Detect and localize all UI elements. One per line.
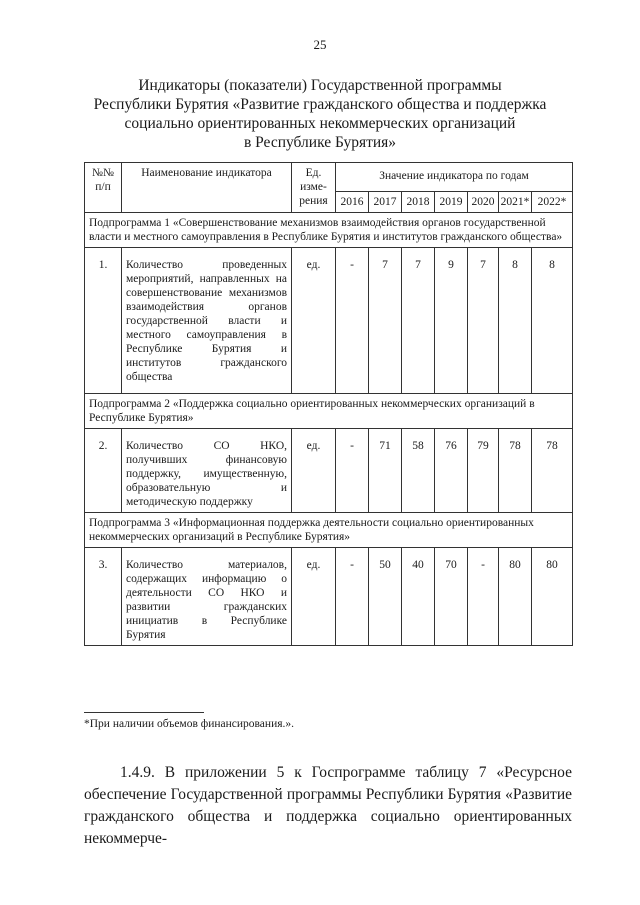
row-num: 1. bbox=[85, 248, 122, 394]
footnote: *При наличии объемов финансирования.». bbox=[84, 718, 295, 730]
row-value: 50 bbox=[369, 548, 402, 646]
row-value: - bbox=[468, 548, 499, 646]
title-line: Республики Бурятия «Развитие гражданского общества и поддержка bbox=[93, 96, 547, 113]
header-name: Наименование индикатора bbox=[122, 163, 292, 213]
subprogram-title: Подпрограмма 2 «Поддержка социально ориентированных некоммерческих организаций в Республике Бурятия» bbox=[85, 394, 573, 429]
row-value: 9 bbox=[435, 248, 468, 394]
row-value: 79 bbox=[468, 429, 499, 513]
header-unit: Ед. изме-рения bbox=[292, 163, 336, 213]
row-value: 71 bbox=[369, 429, 402, 513]
row-unit: ед. bbox=[292, 548, 336, 646]
indicators-table bbox=[84, 162, 573, 646]
subprogram-row bbox=[85, 213, 573, 248]
row-name: Количество материалов, содержащих информацию о деятельности СО НКО и развитии гражданских инициатив в Республике Бурятия bbox=[122, 548, 292, 646]
row-name: Количество СО НКО, получивших финансовую поддержку, имущественную, образовательную и методическую поддержку bbox=[122, 429, 292, 513]
row-value: 8 bbox=[499, 248, 532, 394]
year-header: 2022* bbox=[532, 192, 573, 213]
row-value: 78 bbox=[499, 429, 532, 513]
row-value: 40 bbox=[402, 548, 435, 646]
row-value: - bbox=[336, 429, 369, 513]
subprogram-title: Подпрограмма 3 «Информационная поддержка деятельности социально ориентированных некоммерческих организаций в Республике Бурятия» bbox=[85, 513, 573, 548]
row-value: 76 bbox=[435, 429, 468, 513]
table-row bbox=[85, 248, 573, 394]
subprogram-title: Подпрограмма 1 «Совершенствование механизмов взаимодействия органов государственной власти и местного самоуправления в Республике Бурятия и институтов гражданского общества» bbox=[85, 213, 573, 248]
header-values: Значение индикатора по годам bbox=[336, 163, 573, 192]
year-header: 2017 bbox=[369, 192, 402, 213]
row-value: 80 bbox=[499, 548, 532, 646]
subprogram-row bbox=[85, 513, 573, 548]
row-value: 7 bbox=[468, 248, 499, 394]
row-value: 70 bbox=[435, 548, 468, 646]
row-num: 3. bbox=[85, 548, 122, 646]
subprogram-row bbox=[85, 394, 573, 429]
row-value: - bbox=[336, 548, 369, 646]
row-value: 78 bbox=[532, 429, 573, 513]
row-value: 8 bbox=[532, 248, 573, 394]
row-value: 7 bbox=[402, 248, 435, 394]
title-line: Индикаторы (показатели) Государственной программы bbox=[138, 77, 502, 94]
year-header: 2020 bbox=[468, 192, 499, 213]
document-title bbox=[80, 76, 560, 152]
title-line: в Республике Бурятия» bbox=[243, 134, 397, 151]
table-row bbox=[85, 429, 573, 513]
year-header: 2019 bbox=[435, 192, 468, 213]
row-value: - bbox=[336, 248, 369, 394]
page-number: 25 bbox=[313, 37, 327, 52]
table-header-row bbox=[85, 163, 573, 192]
year-header: 2018 bbox=[402, 192, 435, 213]
table-row bbox=[85, 548, 573, 646]
row-name: Количество проведенных мероприятий, направленных на совершенствование механизмов взаимодействия органов государственной власти и местного самоуправления в Республике Бурятия и институтов гражданского общества bbox=[122, 248, 292, 394]
row-value: 7 bbox=[369, 248, 402, 394]
header-num: №№ п/п bbox=[85, 163, 122, 213]
body-paragraph: 1.4.9. В приложении 5 к Госпрограмме таблицу 7 «Ресурсное обеспечение Государственной программы Республики Бурятия «Развитие гражданского общества и поддержка социально ориентированных некоммерче- bbox=[84, 764, 572, 847]
row-num: 2. bbox=[85, 429, 122, 513]
title-line: социально ориентированных некоммерческих организаций bbox=[124, 115, 516, 132]
footnote-divider bbox=[84, 712, 204, 713]
row-unit: ед. bbox=[292, 248, 336, 394]
year-header: 2021* bbox=[499, 192, 532, 213]
row-unit: ед. bbox=[292, 429, 336, 513]
row-value: 80 bbox=[532, 548, 573, 646]
row-value: 58 bbox=[402, 429, 435, 513]
year-header: 2016 bbox=[336, 192, 369, 213]
